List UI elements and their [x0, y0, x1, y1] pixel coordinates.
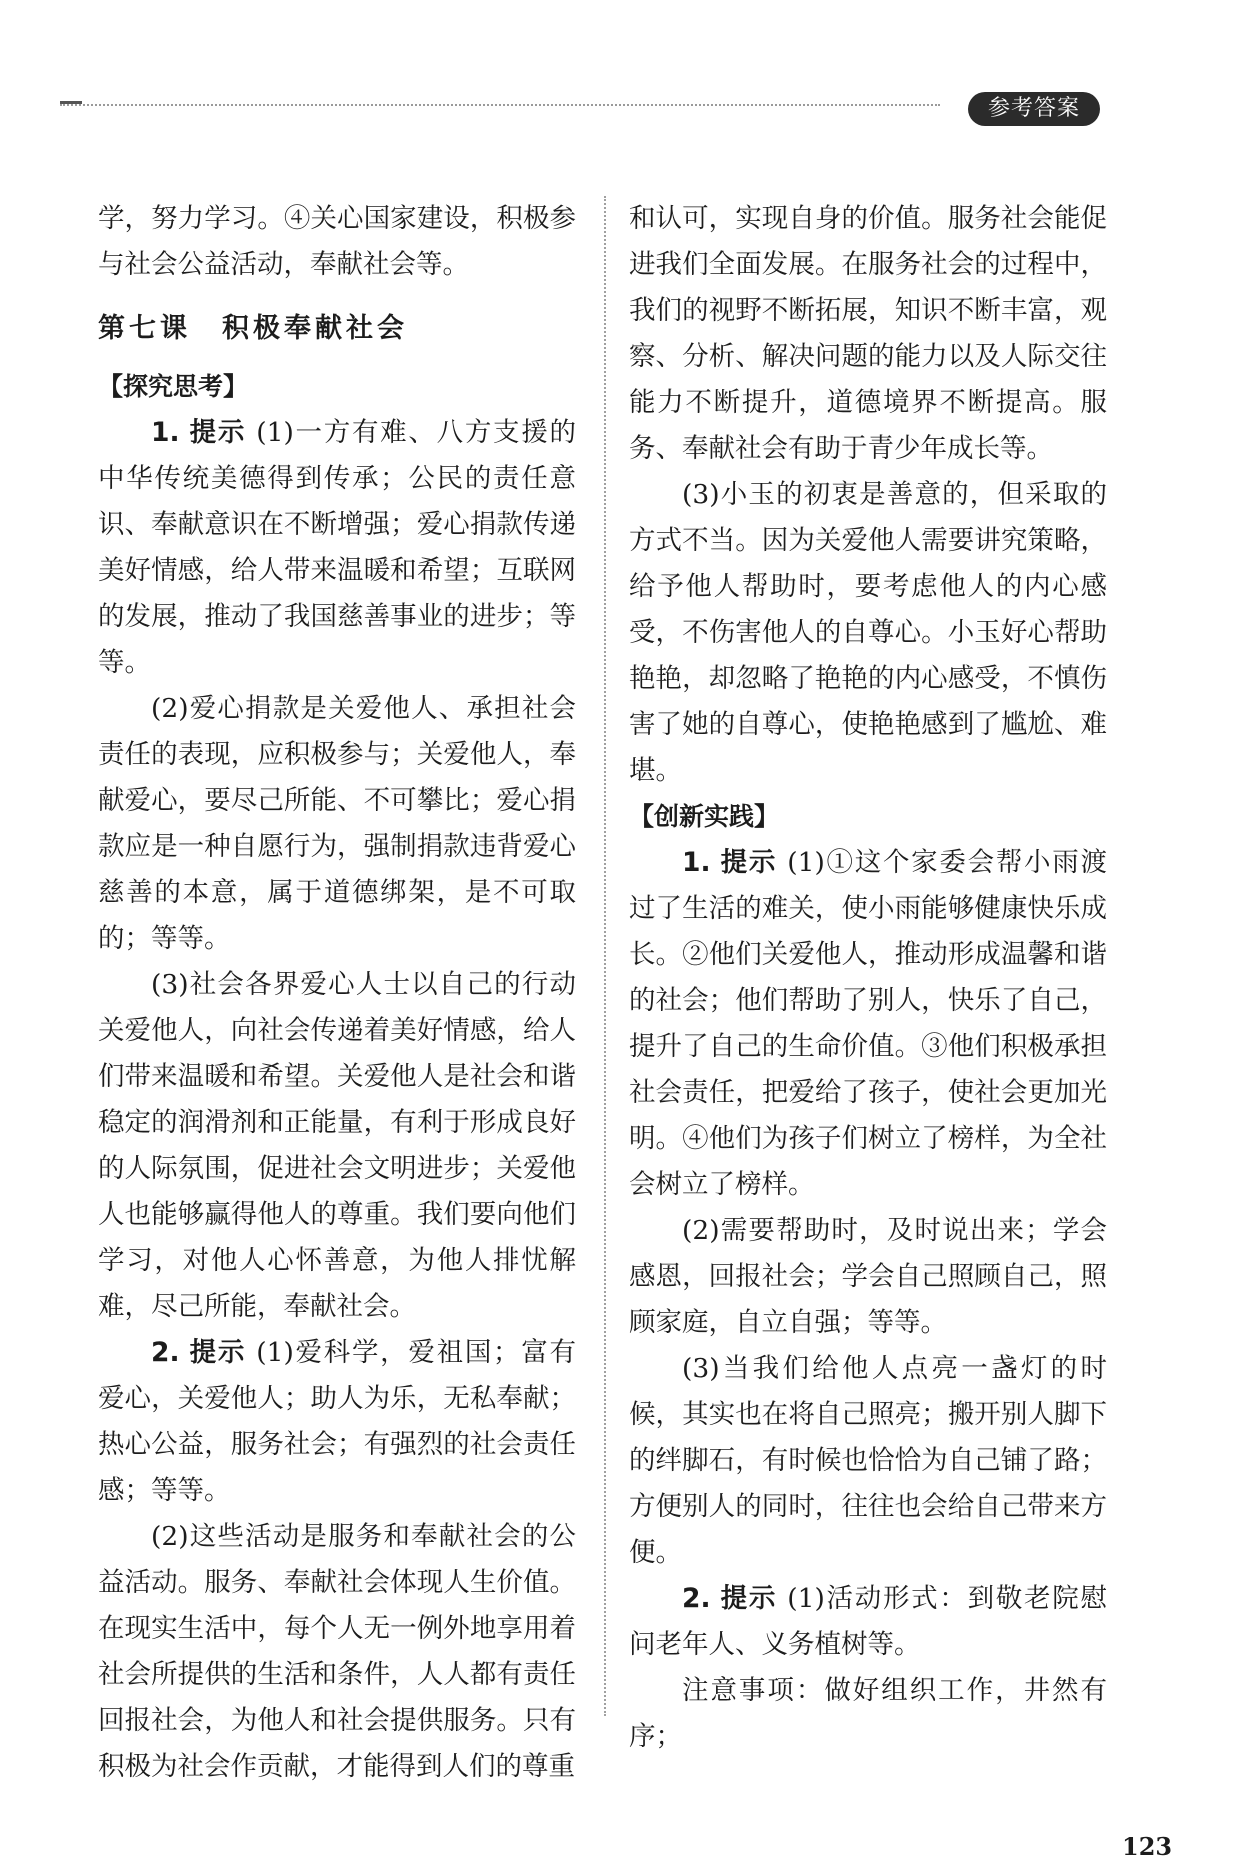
practice-2-part-1 [629, 1576, 1107, 1668]
answer-text: (1)①这个家委会帮小雨渡过了生活的难关，使小雨能够健康快乐成长。②他们关爱他人，推动形成温馨和谐的社会；他们帮助了别人，快乐了自己，提升了自己的生命价值。③他们积极承担社会责任，把爱给了孩子，使社会更加光明。④他们为孩子们树立了榜样，为全社会树立了榜样。 [629, 847, 1107, 1200]
hint-label: 提示 [720, 1583, 778, 1614]
section-heading-explore: 【探究思考】 [98, 372, 249, 401]
practice-1-part-2: (2)需要帮助时，及时说出来；学会感恩，回报社会；学会自己照顾自己，照顾家庭，自立自强；等等。 [629, 1215, 1107, 1338]
question-1-part-1 [98, 410, 576, 686]
hint-label: 提示 [189, 1337, 247, 1368]
question-number: 1. [151, 417, 180, 448]
question-1-part-3: (3)社会各界爱心人士以自己的行动关爱他人，向社会传递着美好情感，给人们带来温暖和希望。关爱他人是社会和谐稳定的润滑剂和正能量，有利于形成良好的人际氛围，促进社会文明进步；关爱他人也能够赢得他人的尊重。我们要向他们学习，对他人心怀善意，为他人排忧解难，尽己所能，奉献社会。 [98, 969, 576, 1322]
column-divider [604, 196, 606, 1716]
question-2-part-3: (3)小玉的初衷是善意的，但采取的方式不当。因为关爱他人需要讲究策略，给予他人帮助时，要考虑他人的内心感受，不伤害他人的自尊心。小玉好心帮助艳艳，却忽略了艳艳的内心感受，不慎伤害了她的自尊心，使艳艳感到了尴尬、难堪。 [629, 479, 1107, 786]
practice-1-part-1 [629, 840, 1107, 1208]
right-continuation-paragraph: 和认可，实现自身的价值。服务社会能促进我们全面发展。在服务社会的过程中，我们的视野不断拓展，知识不断丰富，观察、分析、解决问题的能力以及人际交往能力不断提升，道德境界不断提高。服务、奉献社会有助于青少年成长等。 [629, 203, 1107, 464]
answer-text: (1)活动形式：到敬老院慰问老年人、义务植树等。 [629, 1583, 1107, 1660]
header-rule [60, 104, 940, 106]
question-number: 2. [682, 1583, 711, 1614]
question-2-part-2: (2)这些活动是服务和奉献社会的公益活动。服务、奉献社会体现人生价值。在现实生活中，每个人无一例外地享用着社会所提供的生活和条件，人人都有责任回报社会，为他人和社会提供服务。只有积极为社会作贡献，才能得到人们的尊重 [98, 1521, 576, 1782]
answer-text: (1)一方有难、八方支援的中华传统美德得到传承；公民的责任意识、奉献意识在不断增强；爱心捐款传递美好情感，给人带来温暖和希望；互联网的发展，推动了我国慈善事业的进步；等等。 [98, 417, 576, 678]
practice-2-part-2: 注意事项：做好组织工作，井然有序； [629, 1675, 1107, 1752]
left-column [98, 196, 576, 1790]
question-2-part-1 [98, 1330, 576, 1514]
question-1-part-2: (2)爱心捐款是关爱他人、承担社会责任的表现，应积极参与；关爱他人，奉献爱心，要尽己所能、不可攀比；爱心捐款应是一种自愿行为，强制捐款违背爱心慈善的本意，属于道德绑架，是不可取的；等等。 [98, 693, 576, 954]
answer-text: (1)爱科学，爱祖国；富有爱心，关爱他人；助人为乐，无私奉献；热心公益，服务社会；有强烈的社会责任感；等等。 [98, 1337, 576, 1506]
question-number: 2. [151, 1337, 180, 1368]
page-number: 123 [1122, 1832, 1173, 1861]
section-heading-practice: 【创新实践】 [629, 802, 780, 831]
right-column [629, 196, 1107, 1760]
lesson-title: 第七课 积极奉献社会 [98, 313, 408, 344]
hint-label: 提示 [189, 417, 247, 448]
left-continuation-paragraph: 学，努力学习。④关心国家建设，积极参与社会公益活动，奉献社会等。 [98, 203, 576, 280]
hint-label: 提示 [720, 847, 778, 878]
answer-badge: 参考答案 [968, 92, 1100, 126]
question-number: 1. [682, 847, 711, 878]
practice-1-part-3: (3)当我们给他人点亮一盏灯的时候，其实也在将自己照亮；搬开别人脚下的绊脚石，有时候也恰恰为自己铺了路；方便别人的同时，往往也会给自己带来方便。 [629, 1353, 1107, 1568]
